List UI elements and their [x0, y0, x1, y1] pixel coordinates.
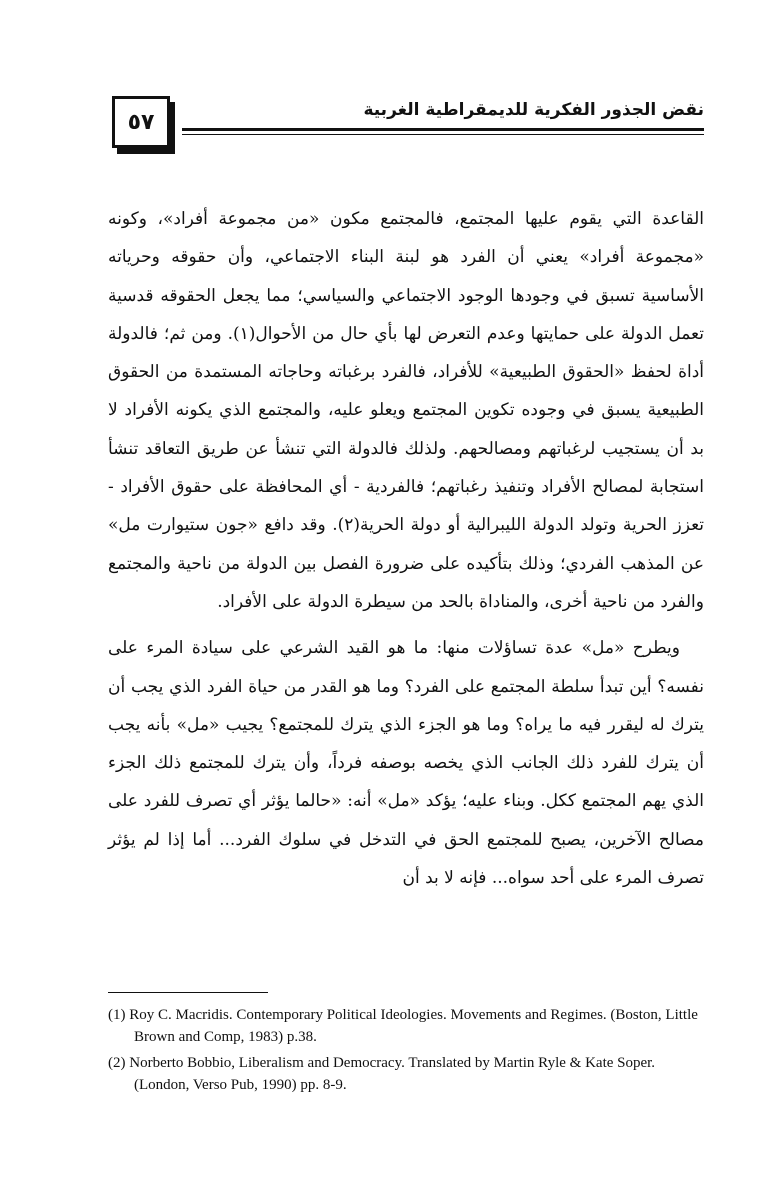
page-header	[112, 96, 704, 160]
footnote-1: (1) Roy C. Macridis. Contemporary Political Ideologies. Movements and Regimes. (Boston, Little Brown and Comp, 1983) p.38.	[108, 1007, 698, 1045]
body-text	[108, 200, 704, 897]
footnotes	[108, 1004, 704, 1100]
page-number: ٥٧	[112, 96, 170, 148]
footnote-2: (2) Norberto Bobbio, Liberalism and Democracy. Translated by Martin Ryle & Kate Soper. (London, Verso Pub, 1990) pp. 8-9.	[108, 1055, 656, 1093]
running-title: نقض الجذور الفكرية للديمقراطية الغربية	[363, 100, 704, 120]
footnote-divider	[108, 992, 268, 993]
paragraph-2: ويطرح «مل» عدة تساؤلات منها: ما هو القيد الشرعي على سيادة المرء على نفسه؟ أين تبدأ سلطة المجتمع على الفرد؟ وما هو القدر من حياة الفرد الذي يجب أن يترك له ليقرر فيه ما يراه؟ وما هو الجزء الذي يترك للمجتمع؟ يجيب «مل» بأنه يجب أن يترك للفرد ذلك الجانب الذي يخصه بوصفه فرداً، وأن يترك للمجتمع ذلك الجزء الذي يهم المجتمع ككل. وبناء عليه؛ يؤكد «مل» أنه: «حالما يؤثر أي تصرف للفرد على مصالح الآخرين، يصبح للمجتمع الحق في التدخل في سلوك الفرد... أما إذا لم يؤثر تصرف المرء على أحد سواه... فإنه لا بد أن	[108, 638, 704, 889]
header-rule-thin	[182, 134, 704, 135]
paragraph-1: القاعدة التي يقوم عليها المجتمع، فالمجتمع مكون «من مجموعة أفراد»، وكونه «مجموعة أفراد» يعني أن الفرد هو لبنة البناء الاجتماعي، وأن حقوقه وحرياته الأساسية تسبق في وجودها الوجود الاجتماعي والسياسي؛ مما يجعل الحقوقه قدسية تعمل الدولة على حمايتها وعدم التعرض لها بأي حال من الأحوال(١). ومن ثم؛ فالدولة أداة لحفظ «الحقوق الطبيعية» للأفراد، فالفرد برغباته وحاجاته المستمدة من الحقوق الطبيعية يسبق في وجوده تكوين المجتمع ويعلو عليه، والمجتمع الذي يكونه الأفراد لا بد أن يستجيب لرغباتهم ومصالحهم. ولذلك فالدولة التي تنشأ عن طريق التعاقد تنشأ استجابة لمصالح الأفراد وتنفيذ رغباتهم؛ فالفردية - أي المحافظة على حقوق الأفراد - تعزز الحرية وتولد الدولة الليبرالية أو دولة الحرية(٢). وقد دافع «جون ستيوارت مل» عن المذهب الفردي؛ وذلك بتأكيده على ضرورة الفصل بين الدولة من ناحية والمجتمع والفرد من ناحية أخرى، والمناداة بالحد من سيطرة الدولة على الأفراد.	[108, 209, 705, 612]
header-rule-thick	[182, 128, 704, 131]
